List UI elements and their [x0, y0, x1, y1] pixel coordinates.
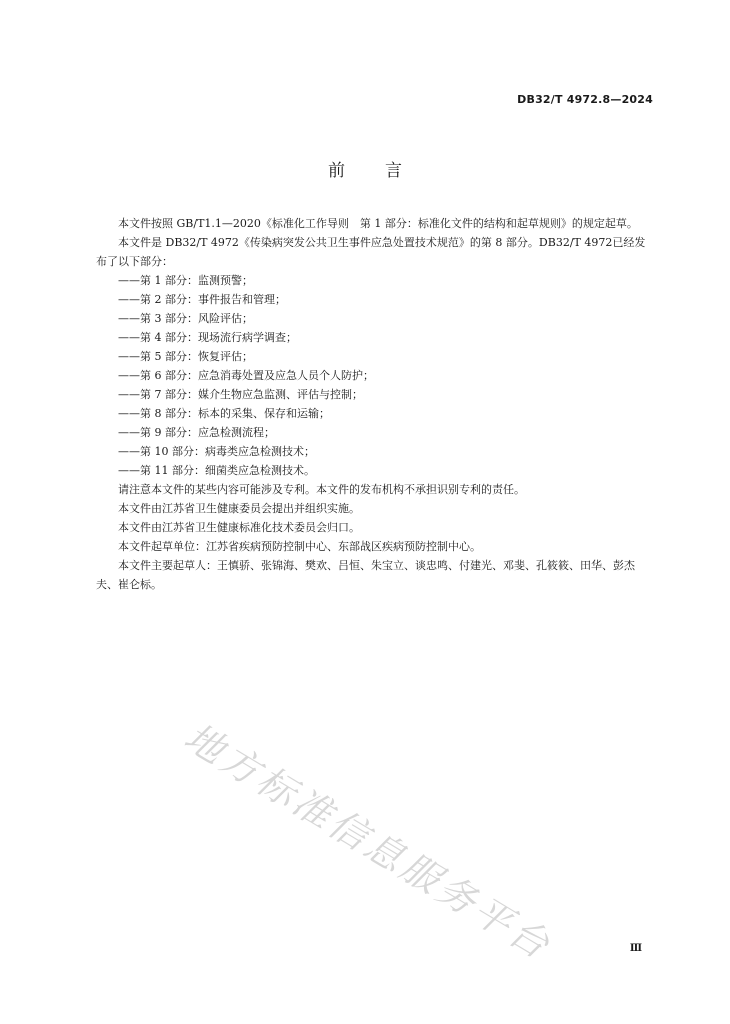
- list-item: ——第 11 部分：细菌类应急检测技术。: [118, 464, 315, 477]
- paragraph-patent-notice: 请注意本文件的某些内容可能涉及专利。本文件的发布机构不承担识别专利的责任。: [118, 483, 525, 496]
- paragraph-drafters: 本文件主要起草人：王慎骄、张锦海、樊欢、吕恒、朱宝立、谈忠鸣、付建光、邓斐、孔筱筱、田华、彭杰夫、崔仑标。: [96, 559, 635, 591]
- list-item: ——第 7 部分：媒介生物应急监测、评估与控制；: [118, 388, 363, 401]
- list-item: ——第 2 部分：事件报告和管理；: [118, 293, 286, 306]
- list-item: ——第 8 部分：标本的采集、保存和运输；: [118, 407, 330, 420]
- list-item: ——第 1 部分：监测预警；: [118, 274, 253, 287]
- paragraph-technical-committee: 本文件由江苏省卫生健康标准化技术委员会归口。: [118, 521, 360, 534]
- list-item: ——第 10 部分：病毒类应急检测技术；: [118, 445, 315, 458]
- page-number: Ⅲ: [629, 943, 642, 954]
- foreword-body: [96, 214, 656, 594]
- paragraph-series-intro: 本文件是 DB32/T 4972《传染病突发公共卫生事件应急处置技术规范》的第 8 部分。DB32/T 4972已经发布了以下部分：: [96, 236, 646, 268]
- watermark: 地方标准信息服务平台: [176, 714, 560, 969]
- page-title: 前言: [328, 161, 442, 181]
- paragraph-drafting-rules: 本文件按照 GB/T1.1—2020《标准化工作导则 第 1 部分：标准化文件的结构和起草规则》的规定起草。: [118, 217, 638, 230]
- list-item: ——第 5 部分：恢复评估；: [118, 350, 253, 363]
- list-item: ——第 9 部分：应急检测流程；: [118, 426, 275, 439]
- list-item: ——第 6 部分：应急消毒处置及应急人员个人防护；: [118, 369, 374, 382]
- list-item: ——第 4 部分：现场流行病学调查；: [118, 331, 297, 344]
- document-code: DB32/T 4972.8—2024: [517, 93, 653, 106]
- paragraph-drafting-units: 本文件起草单位：江苏省疾病预防控制中心、东部战区疾病预防控制中心。: [118, 540, 481, 553]
- list-item: ——第 3 部分：风险评估；: [118, 312, 253, 325]
- paragraph-proposer: 本文件由江苏省卫生健康委员会提出并组织实施。: [118, 502, 360, 515]
